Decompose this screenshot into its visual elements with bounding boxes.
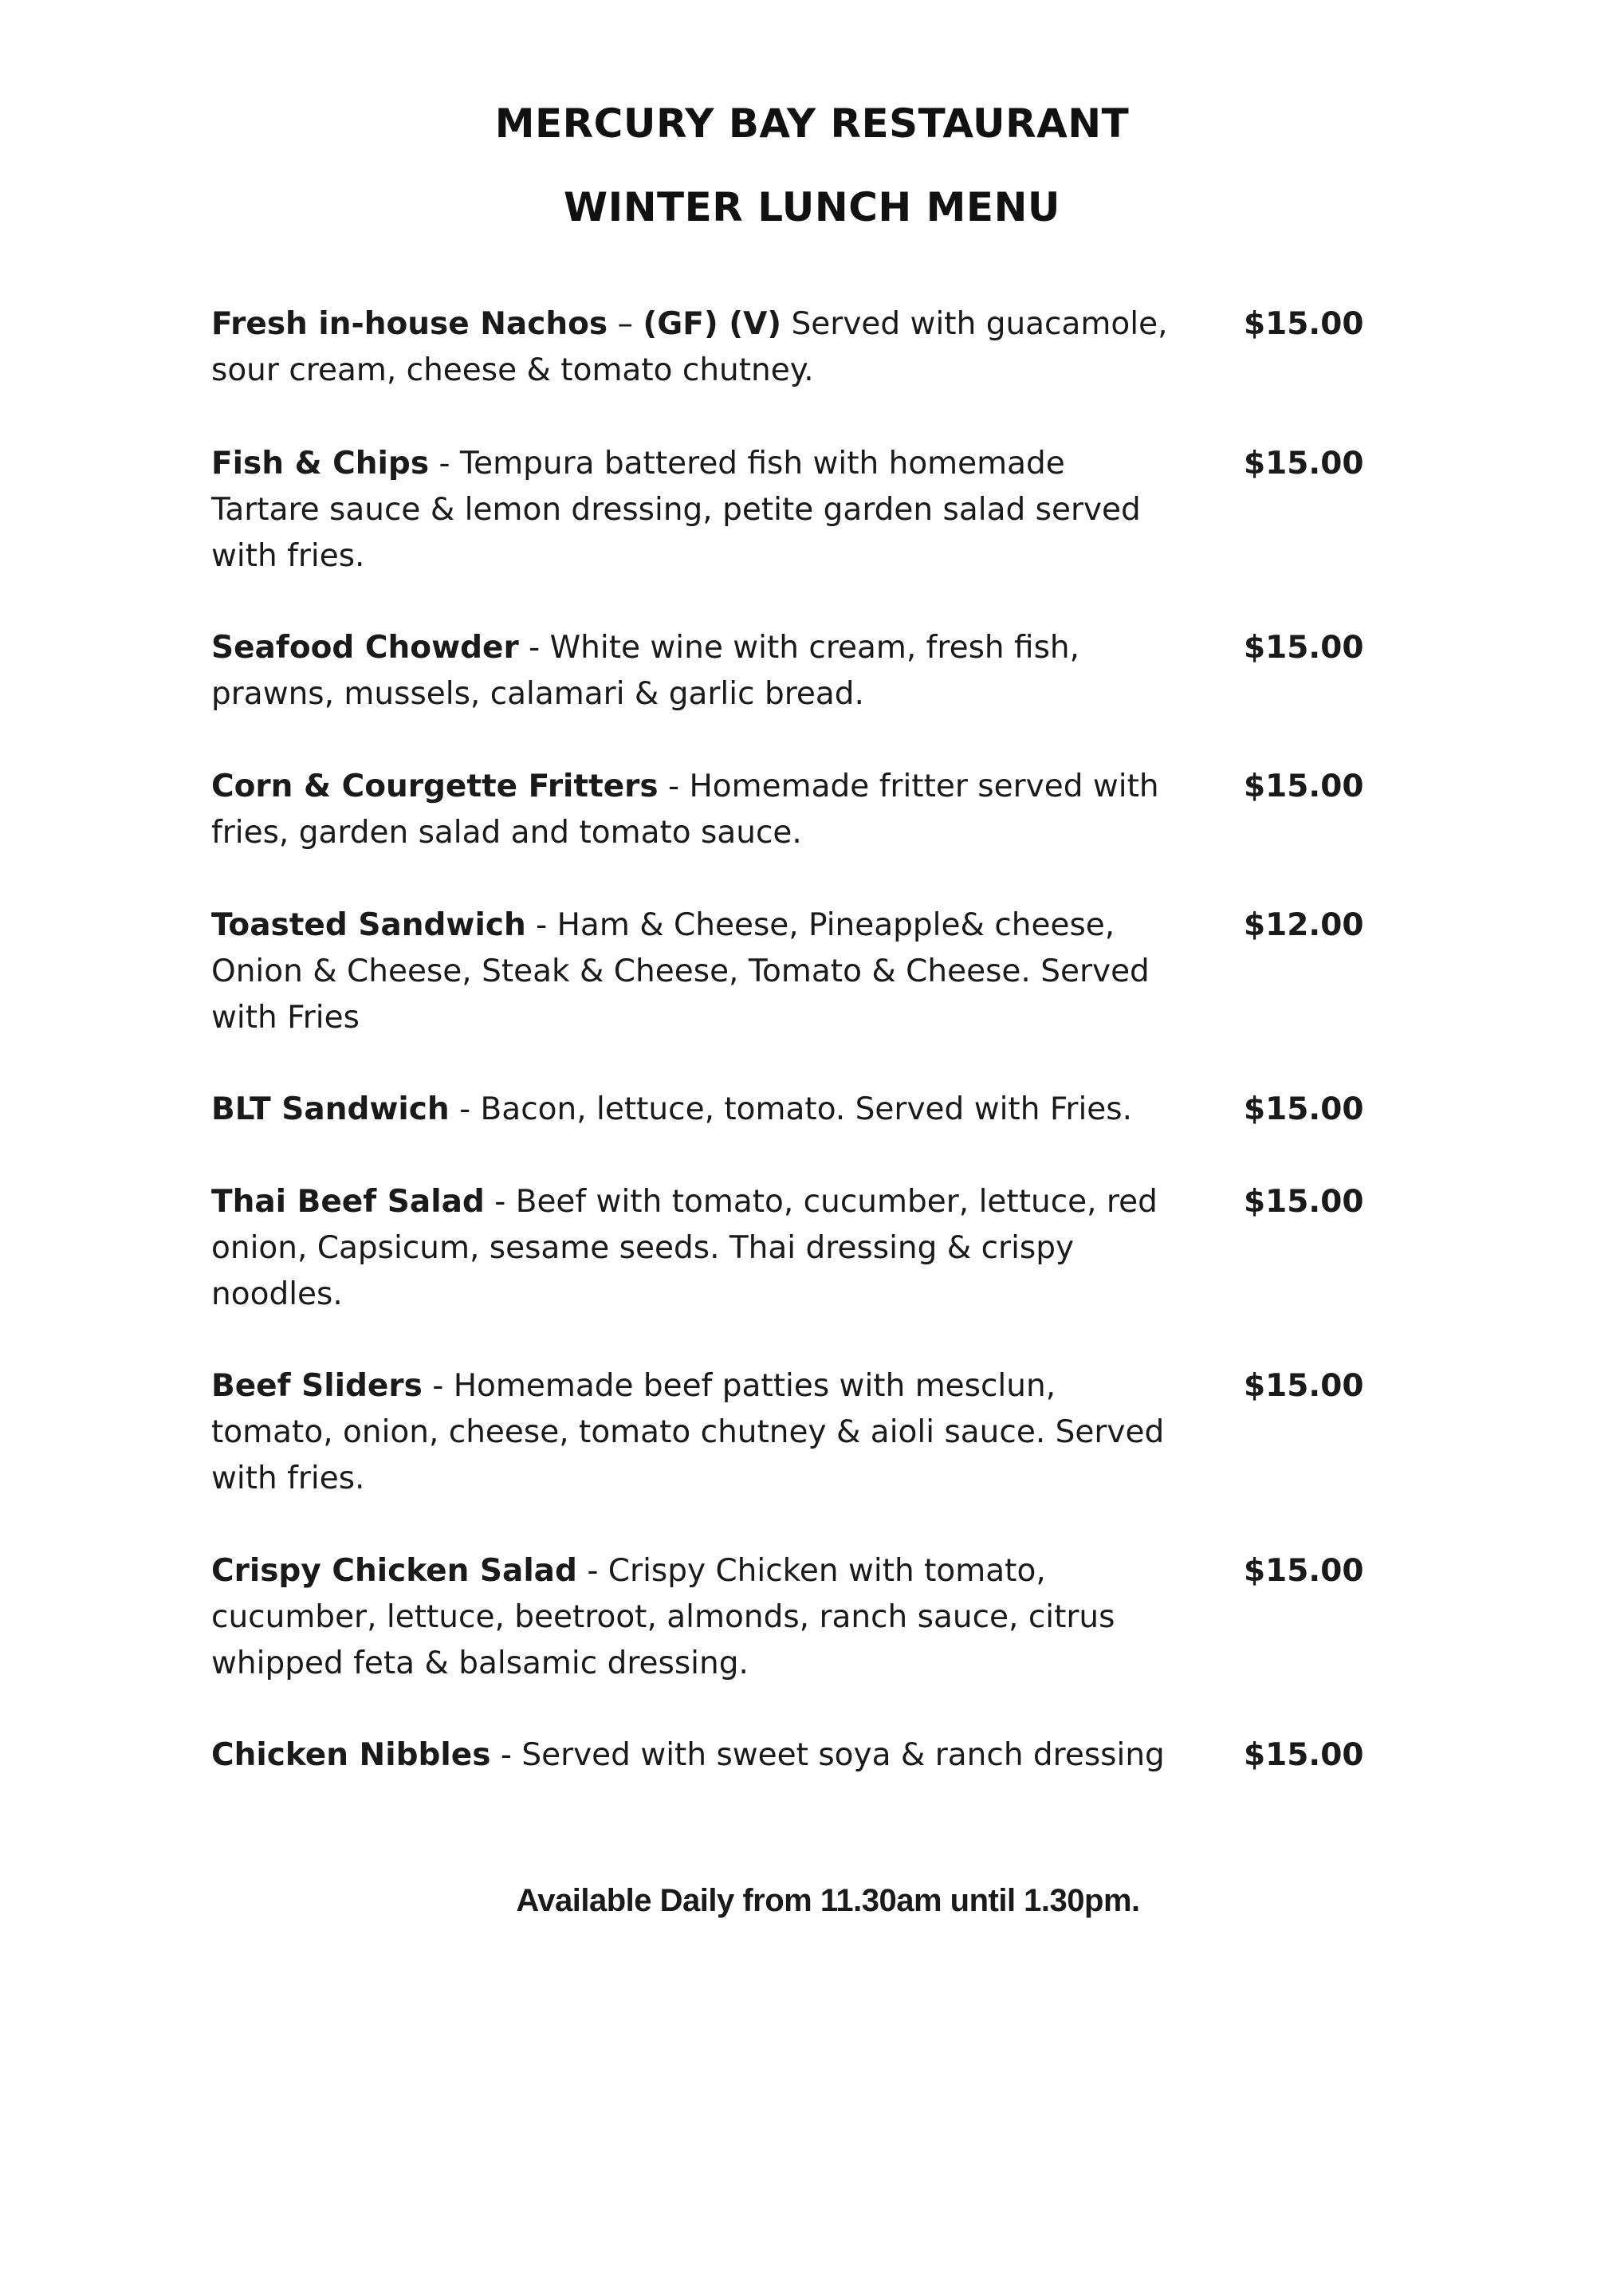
item-description: Homemade fritter served with fries, garden salad and tomato sauce. (211, 769, 1159, 851)
item-description: Tempura battered fish with homemade Tartare sauce & lemon dressing, petite garden salad served with fries. (211, 446, 1141, 574)
item-separator: - (429, 446, 460, 482)
item-description-block (211, 1179, 1168, 1318)
item-name: Beef Sliders (211, 1368, 423, 1404)
item-price: $12.00 (1244, 907, 1364, 943)
item-description: White wine with cream, fresh fish, prawns, mussels, calamari & garlic bread. (211, 630, 1080, 712)
item-separator: - (576, 1553, 608, 1589)
item-description: Served with guacamole, sour cream, cheese & tomato chutney. (211, 306, 1168, 388)
item-separator: - (490, 1737, 522, 1773)
item-description: Bacon, lettuce, tomato. Served with Fries. (480, 1091, 1133, 1127)
item-separator: - (422, 1368, 454, 1404)
item-price: $15.00 (1244, 1737, 1364, 1773)
item-description-block (211, 1732, 1216, 1779)
item-separator: – (608, 306, 643, 342)
item-description: Beef with tomato, cucumber, lettuce, red onion, Capsicum, sesame seeds. Thai dressing & crispy noodles. (211, 1184, 1158, 1312)
availability-note: Available Daily from 11.30am until 1.30pm. (516, 1883, 1140, 1918)
restaurant-name: MERCURY BAY RESTAURANT (494, 100, 1130, 147)
item-name: Toasted Sandwich (211, 907, 526, 943)
item-separator: - (484, 1184, 516, 1220)
item-name: Fresh in-house Nachos (211, 306, 608, 342)
item-name: Thai Beef Salad (211, 1184, 485, 1220)
item-price: $15.00 (1244, 769, 1364, 804)
item-price: $15.00 (1244, 1184, 1364, 1220)
item-separator: - (525, 907, 557, 943)
item-description: Ham & Cheese, Pineapple& cheese, Onion & Cheese, Steak & Cheese, Tomato & Cheese. Served with Fries (211, 907, 1150, 1036)
item-description-block (211, 301, 1168, 394)
item-price: $15.00 (1244, 306, 1364, 342)
item-price: $15.00 (1244, 1368, 1364, 1404)
item-description-block (211, 902, 1168, 1041)
item-description-block (211, 625, 1168, 718)
item-description-block (211, 441, 1168, 580)
item-description: Homemade beef patties with mesclun, tomato, onion, cheese, tomato chutney & aioli sauce. Served with fries. (211, 1368, 1165, 1496)
item-price: $15.00 (1244, 446, 1364, 482)
menu-title: WINTER LUNCH MENU (563, 184, 1061, 230)
item-name: Corn & Courgette Fritters (211, 769, 659, 804)
item-name: BLT Sandwich (211, 1091, 450, 1127)
item-description: Crispy Chicken with tomato, cucumber, lettuce, beetroot, almonds, ranch sauce, citrus whipped feta & balsamic dressing. (211, 1553, 1115, 1681)
item-dietary-tags: (GF) (V) (643, 306, 782, 342)
item-price: $15.00 (1244, 1091, 1364, 1127)
item-name: Chicken Nibbles (211, 1737, 491, 1773)
item-description-block (211, 1087, 1168, 1133)
item-name: Crispy Chicken Salad (211, 1553, 577, 1589)
item-separator: - (518, 630, 550, 666)
item-description-block (211, 1363, 1168, 1502)
item-price: $15.00 (1244, 1553, 1364, 1589)
item-description-block (211, 764, 1168, 856)
item-name: Seafood Chowder (211, 630, 519, 666)
item-separator: - (658, 769, 690, 804)
item-price: $15.00 (1244, 630, 1364, 666)
item-description-block (211, 1548, 1168, 1687)
item-description: Served with sweet soya & ranch dressing (521, 1737, 1165, 1773)
item-name: Fish & Chips (211, 446, 430, 482)
item-separator: - (449, 1091, 481, 1127)
